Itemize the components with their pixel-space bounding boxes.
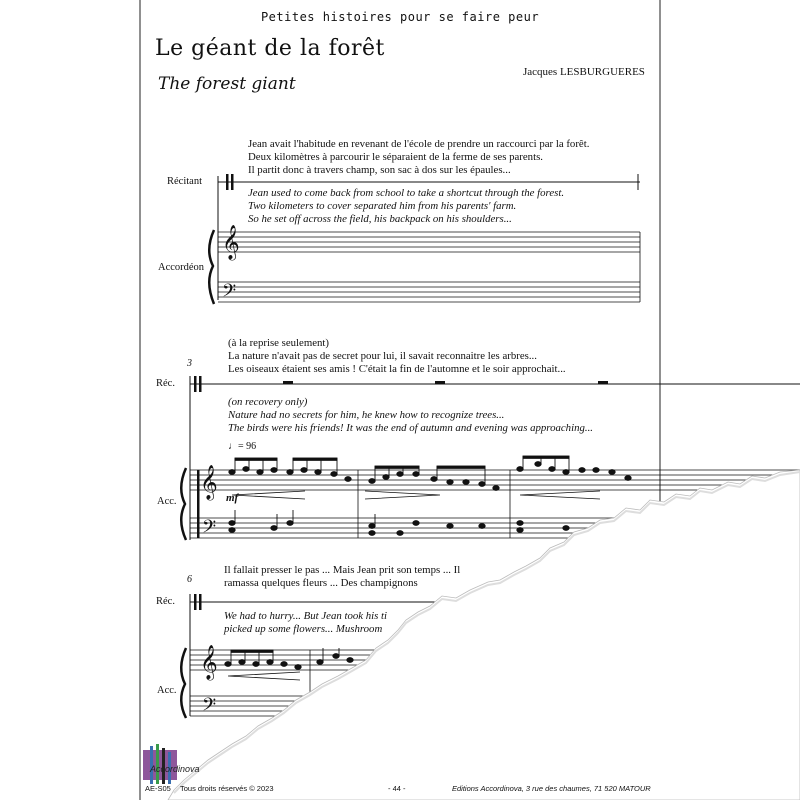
piece-title: Le géant de la forêt (155, 36, 385, 61)
composer-name: Jacques LESBURGUERES (523, 66, 645, 78)
system3-treble-notes (225, 648, 353, 680)
text-line: picked up some flowers... Mushroom (224, 623, 383, 635)
system1-text-fr (248, 138, 589, 177)
dynamic-marking: mf (226, 492, 239, 504)
svg-text:𝄞: 𝄞 (200, 465, 218, 500)
svg-text:𝄢: 𝄢 (202, 517, 217, 542)
system3-text-fr (224, 564, 460, 590)
text-line: The birds were his friends! It was the end of autumn and evening was approaching... (228, 422, 593, 434)
text-line: Deux kilomètres à parcourir le séparaient de la ferme de ses parents. (248, 151, 543, 163)
series-title: Petites histoires pour se faire peur (260, 10, 540, 24)
text-line: So he set off across the field, his backpack on his shoulders... (248, 213, 512, 225)
text-line: ramassa quelques fleurs ... Des champignons (224, 577, 418, 589)
system2-text-en (228, 396, 593, 435)
text-line: Il fallait presser le pas ... Mais Jean prit son temps ... Il (224, 564, 461, 576)
text-line: We had to hurry... But Jean took his ti (224, 610, 388, 622)
system1-text-en (248, 187, 564, 226)
publisher-logo-text: Accordinova (150, 764, 200, 774)
svg-text:𝄞: 𝄞 (200, 645, 218, 680)
text-line: Il partit donc à travers champ, son sac à dos sur les épaules... (248, 164, 511, 176)
label-rec: Réc. (156, 378, 175, 389)
label-accordion: Accordéon (158, 262, 205, 273)
text-line: Two kilometers to cover separated him from his parents' farm. (248, 200, 517, 212)
text-line: La nature n'avait pas de secret pour lui, il savait reconnaitre les arbres... (228, 350, 537, 362)
footer-publisher: Editions Accordinova, 3 rue des chaumes, 71 520 MATOUR (452, 784, 651, 793)
label-acc: Acc. (157, 496, 177, 507)
svg-text:𝄞: 𝄞 (222, 225, 240, 260)
svg-text:𝄢: 𝄢 (202, 695, 217, 720)
text-line: (on recovery only) (228, 396, 308, 408)
system3-text-en (224, 610, 387, 636)
text-line: Nature had no secrets for him, he knew how to recognize trees... (228, 409, 505, 421)
label-acc: Acc. (157, 685, 177, 696)
measure-number: 6 (187, 574, 192, 585)
system2-text-fr (228, 337, 566, 376)
tempo-marking: ♩= 96 (228, 441, 257, 452)
text-line: Les oiseaux étaient ses amis ! C'était la fin de l'automne et le soir approchait... (228, 363, 566, 375)
text-line: Jean avait l'habitude en revenant de l'école de prendre un raccourci par la forêt. (248, 138, 590, 150)
footer-code: AE-S05 (145, 784, 171, 793)
footer-rights: Tous droits réservés © 2023 (180, 784, 274, 793)
label-recitant: Récitant (167, 176, 202, 187)
piece-subtitle: The forest giant (158, 74, 296, 94)
text-line: Jean used to come back from school to take a shortcut through the forest. (248, 187, 565, 199)
page-number: - 44 - (388, 784, 406, 793)
svg-text:𝄢: 𝄢 (222, 281, 237, 306)
text-line: (à la reprise seulement) (228, 337, 330, 349)
label-rec: Réc. (156, 596, 175, 607)
measure-number: 3 (187, 358, 192, 369)
